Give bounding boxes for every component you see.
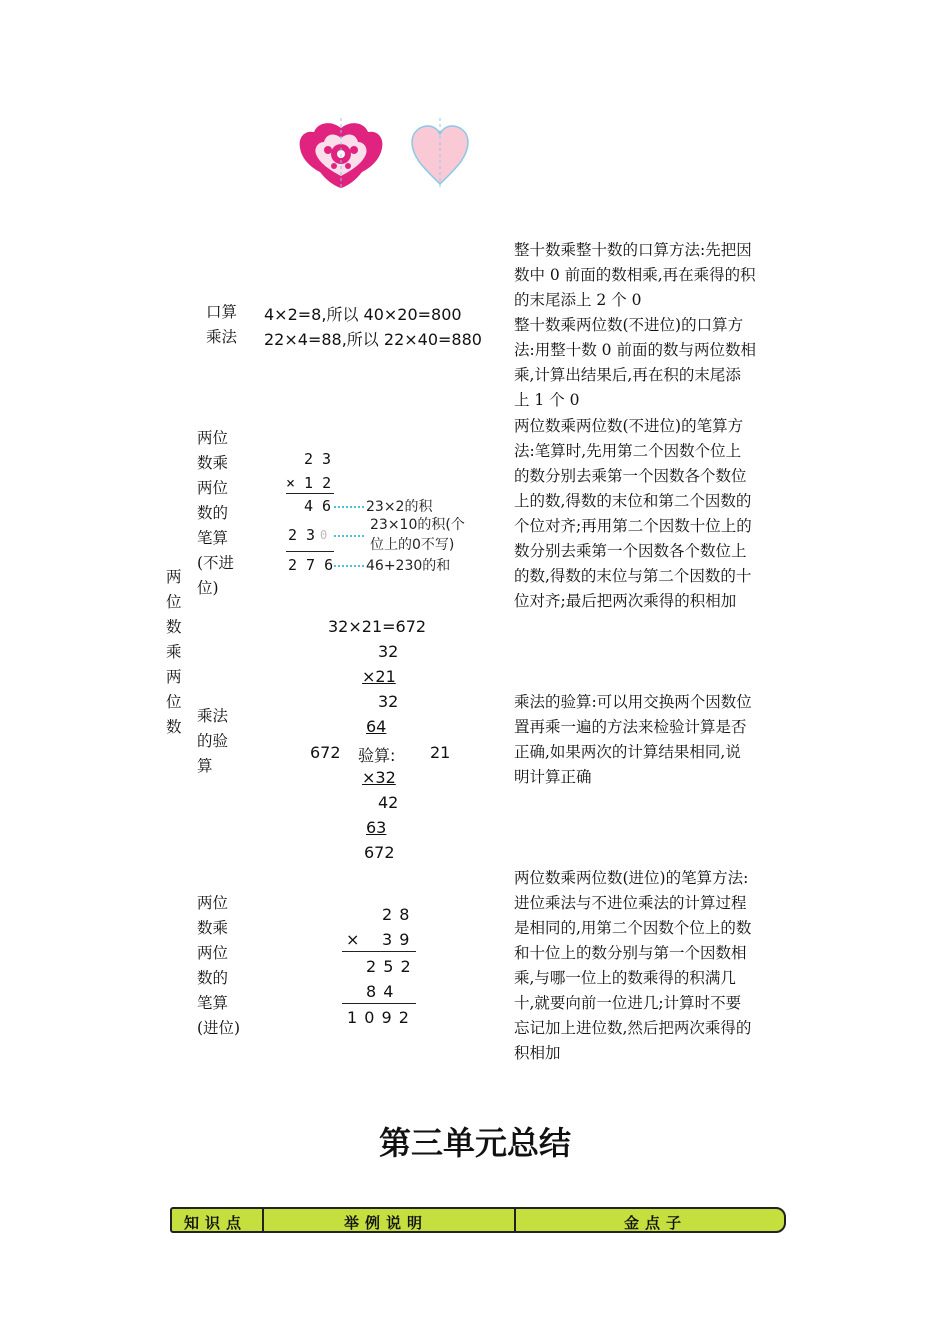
dotted-leader-1 bbox=[334, 506, 364, 508]
calc-zero-mark: 0 bbox=[320, 528, 328, 542]
carry-result: 1 0 9 2 bbox=[347, 1008, 410, 1027]
check-a-p1: 32 bbox=[378, 692, 399, 711]
header-col-example: 举例说明 bbox=[344, 1214, 429, 1232]
note-2-line1: 23×10的积(个 bbox=[370, 517, 465, 533]
check-b-result: 672 bbox=[364, 843, 395, 862]
header-divider-1 bbox=[262, 1209, 264, 1231]
check-equation: 32×21=672 bbox=[328, 617, 427, 636]
check-b-top: 21 bbox=[430, 743, 451, 762]
header-col-knowledge: 知识点 bbox=[184, 1214, 248, 1232]
check-b-mult: ×32 bbox=[362, 768, 396, 787]
header-col-tips: 金点子 bbox=[624, 1214, 688, 1232]
dotted-leader-3 bbox=[334, 565, 364, 567]
heart-shape-image bbox=[408, 118, 472, 190]
check-tip: 乘法的验算:可以用交换两个因数位 置再乘一遍的方法来检验计算是否 正确,如果两次的计算结果相同,说 明计算正确 bbox=[514, 693, 752, 786]
unit-title: 第三单元总结 bbox=[378, 1124, 571, 1162]
calc-result: 2 7 6 bbox=[288, 556, 334, 574]
calc-partial-1: 4 6 bbox=[304, 497, 332, 515]
check-b-p2: 63 bbox=[366, 818, 387, 837]
carry-p1: 2 5 2 bbox=[366, 957, 412, 976]
written-carry-tip: 两位数乘两位数(进位)的笔算方法: 进位乘法与不进位乘法的计算过程 是相同的,用第二个因数个位上的数 和十位上的数分别与第一个因数相 乘,与哪一位上的数乘得的积满几 十,就要向前一位进几;计算时不要 忘记加上进位数,然后把两次乘得的 积相加 bbox=[514, 869, 752, 1062]
calc-top: 2 3 bbox=[304, 450, 332, 468]
carry-mult-sign: × bbox=[346, 930, 360, 949]
carry-top: 2 8 bbox=[382, 905, 411, 924]
oral-example-1: 4×2=8,所以 40×20=800 bbox=[264, 305, 462, 324]
oral-label: 口算 乘法 bbox=[206, 303, 238, 346]
written-no-carry-label: 两位 数乘 两位 数的 笔算 (不进 位) bbox=[197, 429, 235, 597]
table-header bbox=[170, 1207, 786, 1233]
calc-mult: × 1 2 bbox=[286, 474, 332, 492]
carry-mult: 3 9 bbox=[382, 930, 411, 949]
written-no-carry-tip: 两位数乘两位数(不进位)的笔算方 法:笔算时,先用第二个因数个位上 的数分别去乘第一个因数各个数位 上的数,得数的末位和第二个因数的 个位对齐;再用第二个因数十位上的 数分别去乘第一个因数各个数位上 的数,得数的末位与第二个因数的十 位对齐;最后把两次乘得的积相加 bbox=[514, 417, 752, 610]
dotted-leader-2 bbox=[334, 535, 364, 537]
check-a-p2: 64 bbox=[366, 717, 387, 736]
calc-line-2 bbox=[286, 551, 334, 552]
papercut-flower-image bbox=[296, 118, 386, 190]
check-a-result: 672 bbox=[310, 743, 341, 762]
calc-line-1 bbox=[286, 493, 334, 494]
check-b-p1: 42 bbox=[378, 793, 399, 812]
carry-line-1 bbox=[342, 951, 416, 952]
oral-example-2: 22×4=88,所以 22×40=880 bbox=[264, 330, 482, 349]
calc-partial-2: 2 3 bbox=[288, 526, 316, 544]
note-1: 23×2的积 bbox=[366, 499, 433, 515]
check-label: 乘法 的验 算 bbox=[197, 707, 229, 775]
check-a-top: 32 bbox=[378, 642, 399, 661]
header-divider-2 bbox=[514, 1209, 516, 1231]
check-label-text: 验算: bbox=[358, 746, 396, 765]
section-label: 两 位 数 乘 两 位 数 bbox=[166, 568, 182, 736]
written-carry-label: 两位 数乘 两位 数的 笔算 (进位) bbox=[197, 894, 241, 1037]
note-2-line2: 位上的0不写) bbox=[370, 537, 455, 553]
carry-p2: 8 4 bbox=[366, 982, 395, 1001]
oral-tip: 整十数乘整十数的口算方法:先把因 数中 0 前面的数相乘,再在乘得的积 的末尾添上 2 个 0 整十数乘两位数(不进位)的口算方 法:用整十数 0 前面的数与两位数相 乘,计算出结果后,再在积的末尾添 上 1 个 0 bbox=[514, 241, 756, 409]
note-3: 46+230的和 bbox=[366, 558, 451, 574]
check-a-mult: ×21 bbox=[362, 667, 396, 686]
carry-line-2 bbox=[342, 1003, 416, 1004]
